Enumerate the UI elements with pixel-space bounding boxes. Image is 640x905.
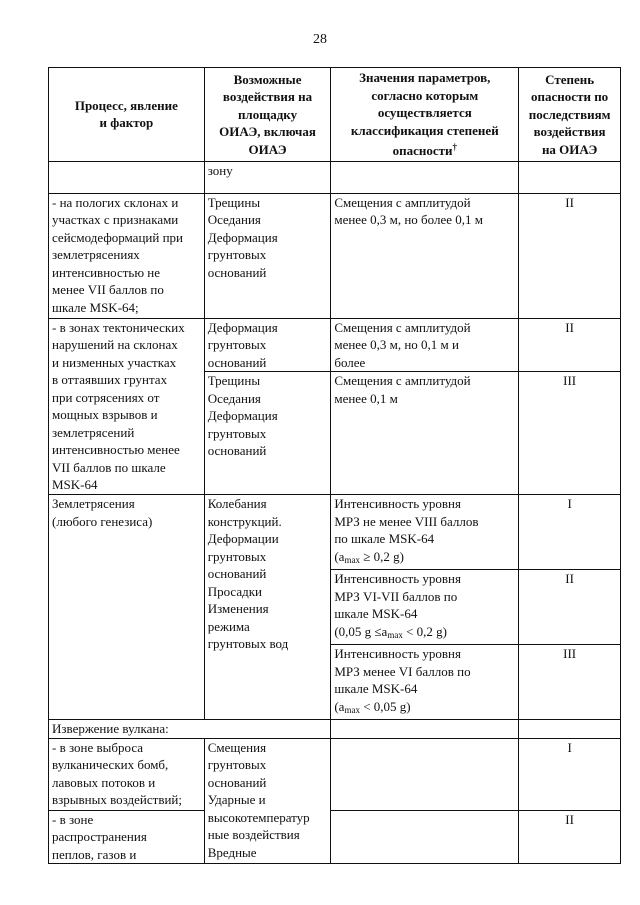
formula-pre: (a bbox=[334, 698, 345, 714]
table-row bbox=[49, 193, 621, 318]
header-process: Процесс, явление и фактор bbox=[49, 68, 205, 162]
formula-post: < 0,2 g) bbox=[402, 623, 447, 639]
cell-empty bbox=[519, 720, 621, 739]
cell-value: Смещения с амплитудой менее 0,1 м bbox=[331, 372, 519, 495]
cell-impact: Трещины Оседания Деформация грунтовых оснований bbox=[204, 193, 331, 318]
cell-process: - на пологих склонах и участках с признаками сейсмодеформаций при землетрясениях интенсивностью не менее VII баллов по шкале MSK-64; bbox=[49, 193, 205, 318]
hazard-classification-table bbox=[48, 67, 621, 864]
cell-value: Смещения с амплитудой менее 0,3 м, но более 0,1 м bbox=[331, 193, 519, 318]
formula-pre: (a bbox=[334, 548, 345, 564]
cell-process: - в зонах тектонических нарушений на склонах и низменных участках в оттаявших грунтах при сотрясениях от мощных взрывов и землетрясений интенсивностью менее VII баллов по шкале MSK-64 bbox=[49, 318, 205, 495]
formula-post: < 0,05 g) bbox=[359, 698, 411, 714]
table-row bbox=[49, 810, 621, 864]
cell-value bbox=[331, 645, 519, 720]
cell-impact: Колебания конструкций. Деформации грунтовых оснований Просадки Изменения режима грунтовых вод bbox=[204, 495, 331, 720]
cell-grade: II bbox=[519, 810, 621, 864]
table-row bbox=[49, 738, 621, 810]
cell-impact: Трещины Оседания Деформация грунтовых оснований bbox=[204, 372, 331, 495]
cell-process: Землетрясения (любого генезиса) bbox=[49, 495, 205, 720]
table-row bbox=[49, 318, 621, 372]
cell-impact: Деформация грунтовых оснований bbox=[204, 318, 331, 372]
cell-value bbox=[331, 570, 519, 645]
table-row bbox=[49, 720, 621, 739]
value-text: Интенсивность уровня МРЗ менее VI баллов по шкале MSK-64 bbox=[334, 646, 471, 696]
cell-grade: II bbox=[519, 570, 621, 645]
cell-impact: зону bbox=[204, 161, 331, 193]
cell-empty bbox=[331, 810, 519, 864]
header-parameters-text: Значения параметров, согласно которым осуществляется классификация степеней опасности bbox=[350, 70, 499, 158]
cell-process: - в зоне выброса вулканических бомб, лавовых потоков и взрывных воздействий; bbox=[49, 738, 205, 810]
cell-value: Смещения с амплитудой менее 0,3 м, но 0,1 м и более bbox=[331, 318, 519, 372]
cell-empty bbox=[331, 738, 519, 810]
cell-grade: I bbox=[519, 738, 621, 810]
cell-empty bbox=[49, 161, 205, 193]
cell-impact: Смещения грунтовых оснований Ударные и высокотемператур ные воздействия Вредные bbox=[204, 738, 331, 864]
header-parameters bbox=[331, 68, 519, 162]
table-row bbox=[49, 495, 621, 570]
table-row bbox=[49, 161, 621, 193]
table-header-row bbox=[49, 68, 621, 162]
formula-pre: (0,05 g ≤a bbox=[334, 623, 388, 639]
footnote-mark: † bbox=[452, 142, 457, 152]
cell-grade: I bbox=[519, 495, 621, 570]
formula-sub: max bbox=[344, 554, 360, 565]
cell-empty bbox=[331, 161, 519, 193]
cell-grade: III bbox=[519, 372, 621, 495]
cell-section-heading: Извержение вулкана: bbox=[49, 720, 331, 739]
value-text: Интенсивность уровня МРЗ VI-VII баллов по шкале MSK-64 bbox=[334, 571, 461, 621]
header-hazard-degree: Степень опасности по последствиям воздействия на ОИАЭ bbox=[519, 68, 621, 162]
header-impacts: Возможные воздействия на площадку ОИАЭ, включая ОИАЭ bbox=[204, 68, 331, 162]
cell-empty bbox=[331, 720, 519, 739]
cell-process: - в зоне распространения пеплов, газов и bbox=[49, 810, 205, 864]
cell-value bbox=[331, 495, 519, 570]
cell-empty bbox=[519, 161, 621, 193]
cell-grade: III bbox=[519, 645, 621, 720]
value-text: Интенсивность уровня МРЗ не менее VIII баллов по шкале MSK-64 bbox=[334, 496, 479, 546]
page-number: 28 bbox=[313, 32, 327, 47]
formula-post: ≥ 0,2 g) bbox=[359, 548, 404, 564]
formula-sub: max bbox=[387, 629, 403, 640]
cell-grade: II bbox=[519, 318, 621, 372]
cell-grade: II bbox=[519, 193, 621, 318]
formula-sub: max bbox=[344, 704, 360, 715]
